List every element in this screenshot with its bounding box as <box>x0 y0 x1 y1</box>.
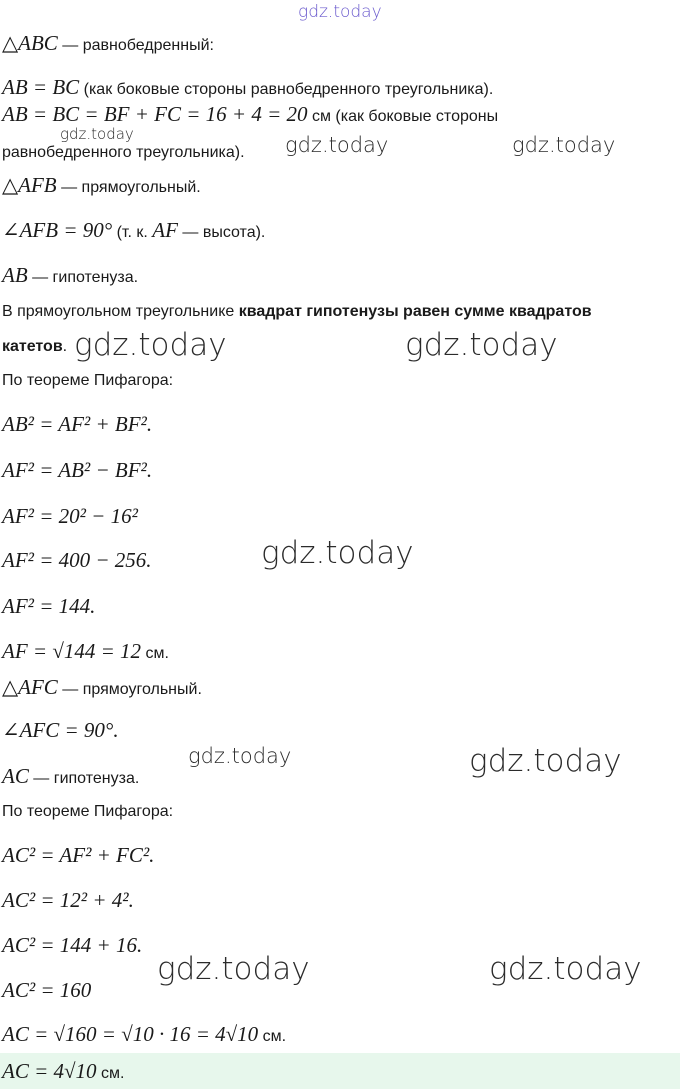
bold-text: квадрат гипотенузы равен сумме квадратов <box>238 303 592 320</box>
eq-ac-answer <box>2 1060 124 1085</box>
math: AC = 4√10 <box>2 1059 97 1083</box>
text: (как боковые стороны равнобедренного треугольника). <box>79 81 494 98</box>
eq-af-squared-4: AF² = 144. <box>2 594 96 618</box>
bold-text: катетов <box>2 338 63 355</box>
line-ab-bc <box>2 76 493 101</box>
math: ∠AFB = 90° <box>2 218 113 242</box>
math: △AFB <box>2 173 57 197</box>
watermark: gdz.today <box>60 125 134 143</box>
line-hypotenuse-ac <box>2 765 139 790</box>
watermark: gdz.today <box>469 743 622 779</box>
eq-ab-squared: AB² = AF² + BF². <box>2 412 153 436</box>
text: — высота). <box>177 224 266 241</box>
math: AC = √160 = √10 · 16 = 4√10 <box>2 1022 259 1046</box>
watermark: gdz.today <box>157 951 310 987</box>
watermark: gdz.today <box>188 744 292 768</box>
eq-ac-squared-4: AC² = 160 <box>2 978 92 1002</box>
line-hypotenuse-ab <box>2 264 138 289</box>
line-triangle-abc <box>2 32 214 57</box>
watermark-top: gdz.today <box>298 2 382 22</box>
watermark: gdz.today <box>285 133 389 157</box>
math: △AFC <box>2 675 58 699</box>
eq-ac-root <box>2 1023 286 1048</box>
line-angle-afc: ∠AFC = 90°. <box>2 718 119 742</box>
text: см (как боковые стороны <box>307 108 499 125</box>
math: △ABC <box>2 31 58 55</box>
watermark: gdz.today <box>489 951 642 987</box>
line-ab-value <box>2 103 498 128</box>
line-theorem-statement-cont <box>2 336 67 358</box>
line-triangle-afc <box>2 676 202 701</box>
text: см. <box>258 1028 287 1045</box>
line-angle-afb <box>2 219 265 244</box>
watermark: gdz.today <box>405 327 558 363</box>
eq-af-squared-1: AF² = AB² − BF². <box>2 458 153 482</box>
line-pythagoras-2 <box>2 801 173 823</box>
eq-af-squared-2: AF² = 20² − 16² <box>2 504 138 528</box>
text: В прямоугольном треугольнике <box>2 303 239 320</box>
eq-ac-squared-1: AC² = AF² + FC². <box>2 843 155 867</box>
text: — прямоугольный. <box>56 179 201 196</box>
eq-ac-squared-3: AC² = 144 + 16. <box>2 933 143 957</box>
math: AB <box>2 263 28 287</box>
watermark: gdz.today <box>512 133 616 157</box>
line-pythagoras-1 <box>2 370 173 392</box>
math: AF = √144 = 12 <box>2 639 142 663</box>
watermark: gdz.today <box>74 327 227 363</box>
text: (т. к. <box>112 224 153 241</box>
eq-ac-squared-2: AC² = 12² + 4². <box>2 888 134 912</box>
eq-af-squared-3: AF² = 400 − 256. <box>2 548 152 572</box>
line-continued <box>2 142 245 164</box>
math: AF <box>152 218 178 242</box>
text: . <box>62 338 68 355</box>
text: см. <box>141 645 169 662</box>
math: AB = BC <box>2 75 80 99</box>
text: — гипотенуза. <box>27 269 139 286</box>
math: AC <box>2 764 29 788</box>
math: AB = BC = BF + FC = 16 + 4 = 20 <box>2 102 308 126</box>
line-theorem-statement <box>2 301 592 323</box>
eq-af-result <box>2 640 169 665</box>
text: — равнобедренный: <box>57 37 214 54</box>
line-triangle-afb <box>2 174 201 199</box>
text: — гипотенуза. <box>28 770 140 787</box>
text: По теореме Пифагора: <box>2 803 174 820</box>
text: равнобедренного треугольника). <box>2 144 245 161</box>
text: По теореме Пифагора: <box>2 372 174 389</box>
watermark: gdz.today <box>261 535 414 571</box>
text: см. <box>96 1065 125 1082</box>
text: — прямоугольный. <box>57 681 202 698</box>
